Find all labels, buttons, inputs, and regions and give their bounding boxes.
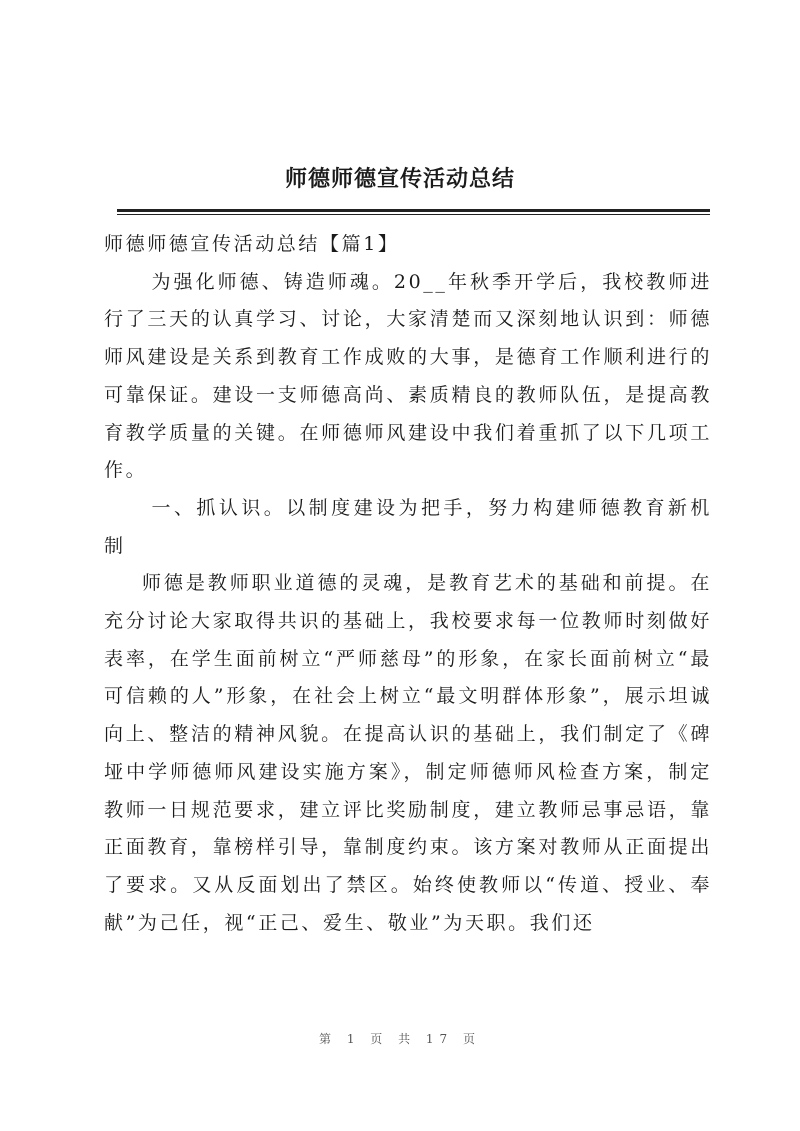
- title-rule-thin: [117, 214, 710, 215]
- title-rule-thick: [117, 209, 710, 212]
- document-title: 师德师德宣传活动总结: [284, 167, 515, 192]
- paragraph-section-one-body: 师德是教师职业道德的灵魂，是教育艺术的基础和前提。在充分讨论大家取得共识的基础上，我校要求每一位教师时刻做好表率，在学生面前树立“严师慈母”的形象，在家长面前树立“最可信赖的人”形象，在社会上树立“最文明群体形象”，展示坦诚向上、整洁的精神风貌。在提高认识的基础上，我们制定了《碑垭中学师德师风建设实施方案》，制定师德师风检查方案，制定教师一日规范要求，建立评比奖励制度，建立教师忌事忌语，靠正面教育，靠榜样引导，靠制度约束。该方案对教师从正面提出了要求。又从反面划出了禁区。始终使教师以“传道、授业、奉献”为己任，视“正己、爱生、敬业”为天职。我们还: [104, 572, 712, 934]
- page-number-footer: 第 1 页 共 17 页: [319, 1032, 481, 1046]
- paragraph-intro: 为强化师德、铸造师魂。20__年秋季开学后，我校教师进行了三天的认真学习、讨论，大家清楚而又深刻地认识到：师德师风建设是关系到教育工作成败的大事，是德育工作顺利进行的可靠保证。建设一支师德高尚、素质精良的教师队伍，是提高教育教学质量的关键。在师德师风建设中我们着重抓了以下几项工作。: [104, 270, 712, 482]
- section-heading: 师德师德宣传活动总结【篇1】: [104, 233, 400, 255]
- document-body: [104, 226, 712, 942]
- paragraph-section-one-heading: 一、抓认识。以制度建设为把手，努力构建师德教育新机制: [104, 496, 712, 557]
